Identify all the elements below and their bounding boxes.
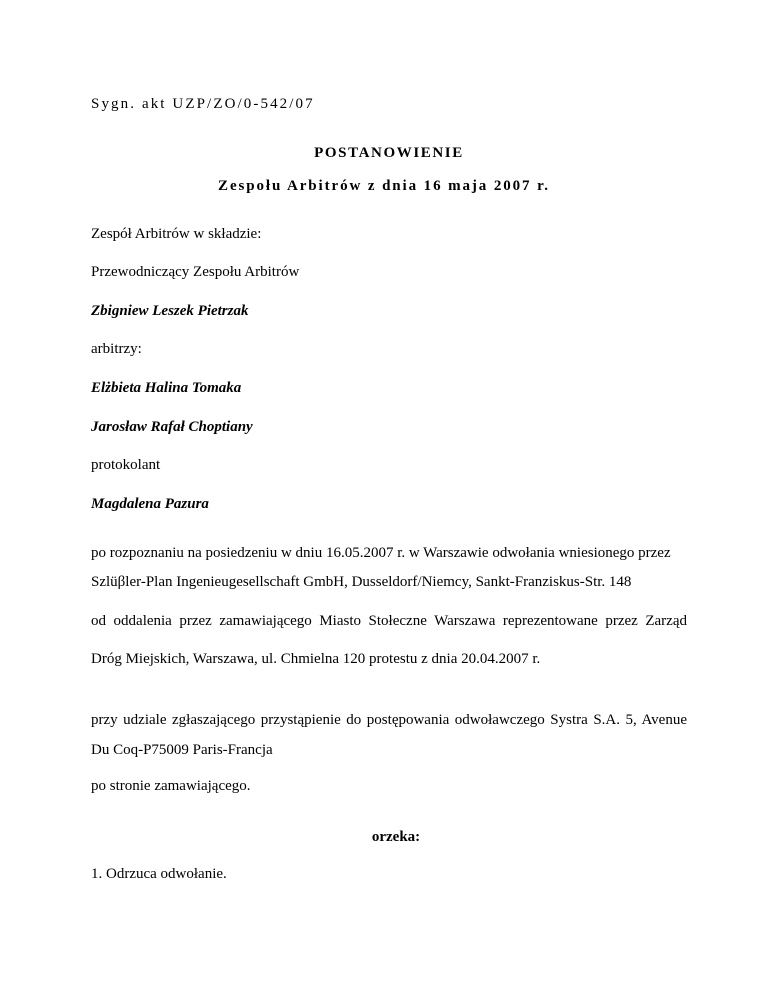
clerk-label: protokolant: [91, 457, 161, 473]
arbiter-name-1: Elżbieta Halina Tomaka: [91, 380, 242, 396]
body-line-1: po rozpoznaniu na posiedzeniu w dniu 16.05.2007 r. w Warszawie odwołania wniesionego przez: [91, 545, 671, 561]
chair-label: Przewodniczący Zespołu Arbitrów: [91, 264, 300, 280]
arbiter-name-2: Jarosław Rafał Choptiany: [91, 419, 253, 435]
body-line-6: Du Coq-P75009 Paris-Francja: [91, 742, 273, 758]
arbiters-label: arbitrzy:: [91, 341, 142, 357]
document-title: POSTANOWIENIE: [314, 145, 464, 161]
ruling-item-1: 1. Odrzuca odwołanie.: [91, 866, 227, 882]
clerk-name: Magdalena Pazura: [91, 496, 209, 512]
chair-name: Zbigniew Leszek Pietrzak: [91, 303, 249, 319]
panel-intro: Zespół Arbitrów w składzie:: [91, 226, 262, 242]
body-line-4: Dróg Miejskich, Warszawa, ul. Chmielna 120 protestu z dnia 20.04.2007 r.: [91, 651, 541, 667]
body-line-2: Szlüβler-Plan Ingenieugesellschaft GmbH, Dusseldorf/Niemcy, Sankt-Franziskus-Str. 148: [91, 574, 632, 590]
document-subtitle: Zespołu Arbitrów z dnia 16 maja 2007 r.: [218, 178, 550, 194]
body-line-3: od oddalenia przez zamawiającego Miasto Stołeczne Warszawa reprezentowane przez Zarząd: [91, 613, 687, 629]
ruling-label: orzeka:: [371, 829, 421, 845]
case-signature: Sygn. akt UZP/ZO/0-542/07: [91, 96, 315, 112]
body-line-5: przy udziale zgłaszającego przystąpienie do postępowania odwoławczego Systra S.A. 5, Avenue: [91, 712, 687, 728]
body-line-7: po stronie zamawiającego.: [91, 778, 251, 794]
